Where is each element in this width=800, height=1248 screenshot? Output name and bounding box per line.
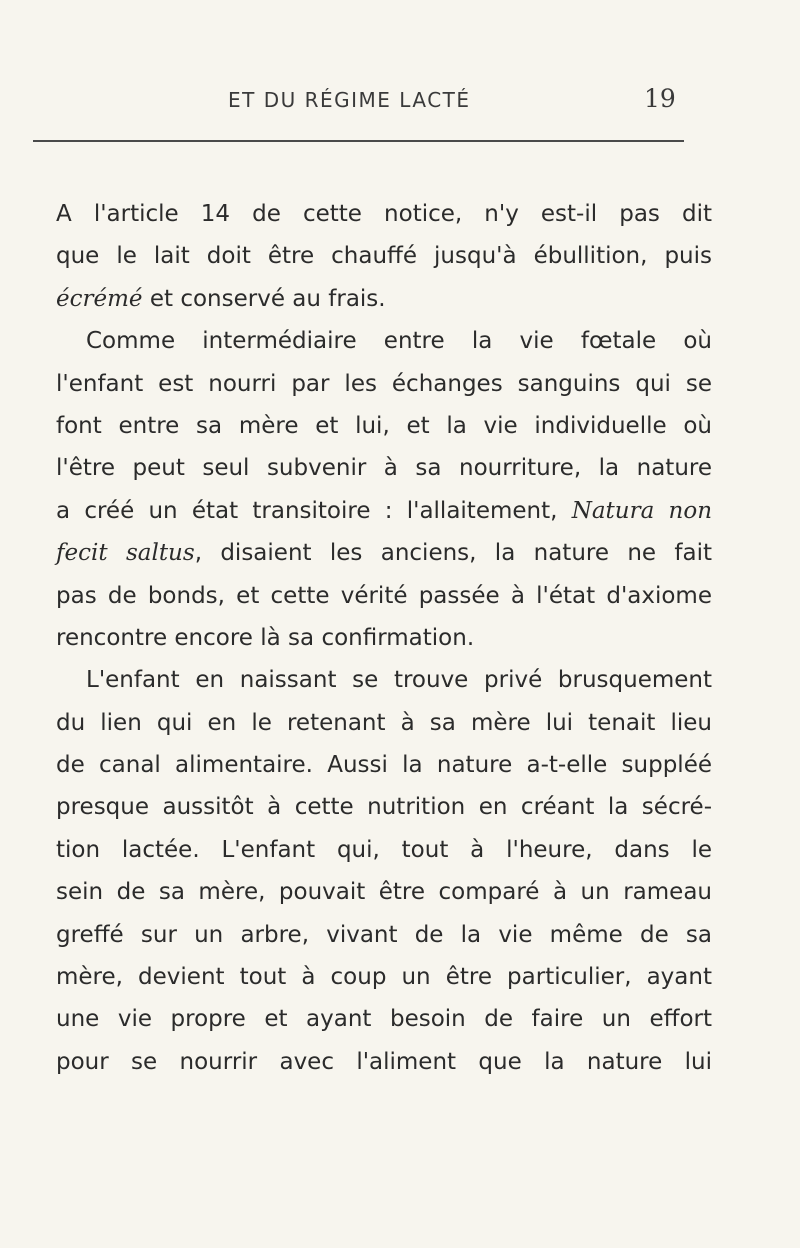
- text-segment: pour se nourrir avec l'aliment que la nature lui: [56, 1048, 712, 1075]
- text-line: [56, 405, 712, 447]
- body-text: [56, 193, 712, 1083]
- text-segment: font entre sa mère et lui, et la vie individuelle où: [56, 412, 712, 439]
- text-line: [56, 617, 712, 659]
- italic-text: écrémé: [56, 285, 143, 312]
- text-segment: du lien qui en le retenant à sa mère lui tenait lieu: [56, 709, 712, 736]
- text-segment: l'être peut seul subvenir à sa nourriture, la nature: [56, 455, 712, 482]
- text-segment: de canal alimentaire. Aussi la nature a-t-elle suppléé: [56, 752, 712, 779]
- text-line: [56, 532, 712, 574]
- text-line: [56, 575, 712, 617]
- text-segment: rencontre encore là sa confirmation.: [56, 624, 475, 651]
- text-segment: Comme intermédiaire entre la vie fœtale où: [86, 328, 712, 355]
- running-title: ET DU RÉGIME LACTÉ: [228, 88, 471, 112]
- text-segment: pas de bonds, et cette vérité passée à l'état d'axiome: [56, 582, 712, 609]
- text-segment: sein de sa mère, pouvait être comparé à un rameau: [56, 879, 712, 906]
- text-line: [56, 914, 712, 956]
- text-segment: et conservé au frais.: [142, 285, 386, 312]
- text-line: [56, 829, 712, 871]
- text-line: [56, 871, 712, 913]
- text-segment: l'enfant est nourri par les échanges sanguins qui se: [56, 370, 712, 397]
- text-segment: une vie propre et ayant besoin de faire un effort: [56, 1006, 712, 1033]
- text-line: [56, 447, 712, 489]
- text-segment: mère, devient tout à coup un être particulier, ayant: [56, 964, 712, 991]
- text-line: [56, 278, 712, 320]
- text-line: [56, 956, 712, 998]
- text-segment: tion lactée. L'enfant qui, tout à l'heure, dans le: [56, 836, 712, 863]
- text-segment: , disaient les anciens, la nature ne fait: [194, 540, 713, 567]
- text-segment: A l'article 14 de cette notice, n'y est-il pas dit: [56, 201, 712, 227]
- text-line: [56, 659, 712, 701]
- text-line: [56, 744, 712, 786]
- italic-text: fecit saltus: [56, 540, 195, 567]
- text-line: [56, 235, 712, 277]
- text-segment: presque aussitôt à cette nutrition en créant la sécré-: [56, 794, 712, 821]
- text-line: [56, 320, 712, 362]
- text-line: [56, 490, 712, 532]
- italic-text: Natura non: [571, 497, 713, 524]
- text-segment: greffé sur un arbre, vivant de la vie même de sa: [56, 921, 712, 948]
- text-segment: a créé un état transitoire : l'allaitement,: [56, 497, 572, 524]
- header-rule: [33, 140, 684, 142]
- text-line: [56, 702, 712, 744]
- text-segment: que le lait doit être chauffé jusqu'à ébullition, puis: [56, 243, 712, 270]
- text-segment: L'enfant en naissant se trouve privé brusquement: [86, 667, 712, 694]
- text-line: [56, 193, 712, 235]
- text-line: [56, 363, 712, 405]
- text-line: [56, 786, 712, 828]
- page-header: [0, 82, 800, 122]
- text-line: [56, 1041, 712, 1083]
- page-number: 19: [644, 84, 676, 113]
- text-line: [56, 998, 712, 1040]
